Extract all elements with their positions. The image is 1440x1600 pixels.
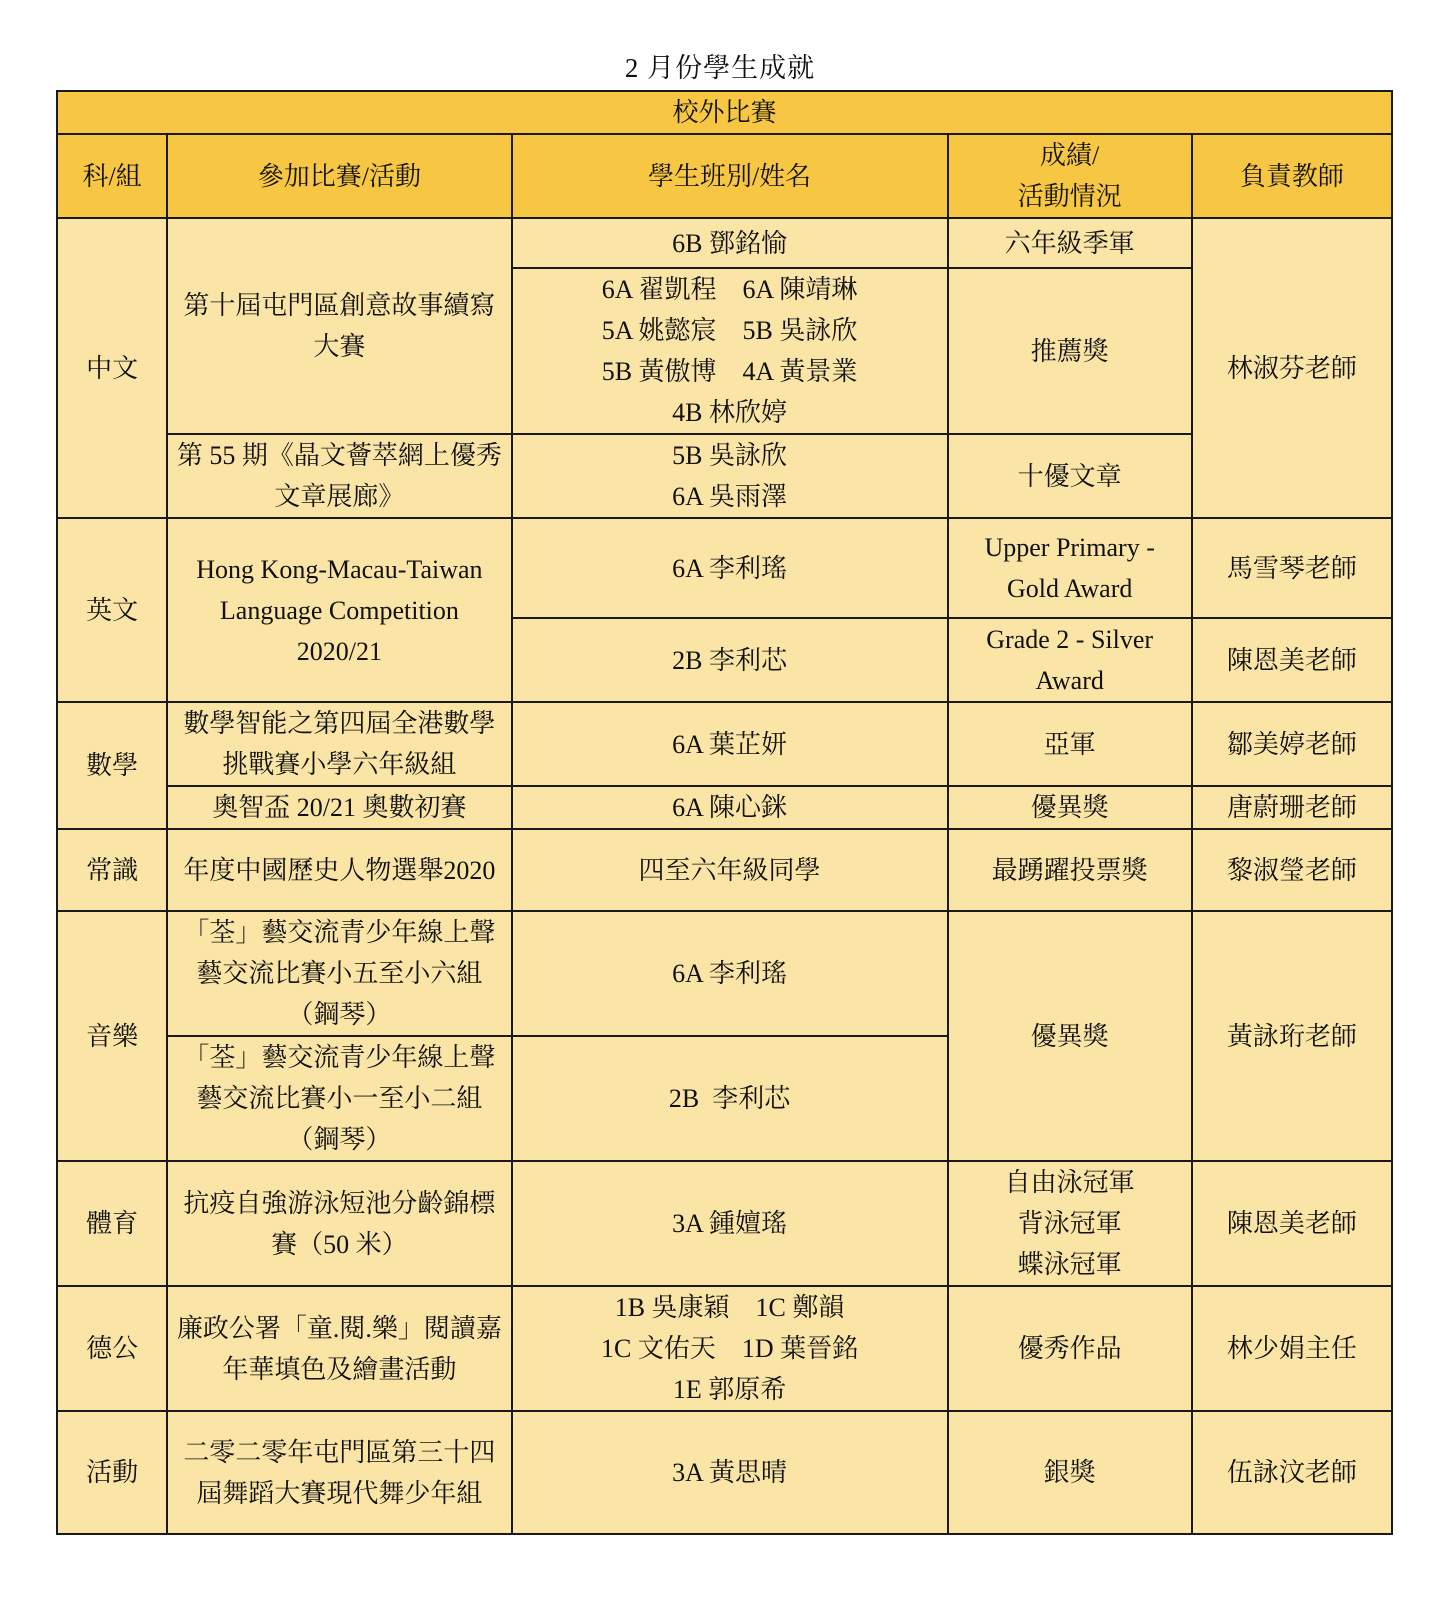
event-cell: 「荃」藝交流青少年線上聲藝交流比賽小五至小六組（鋼琴）: [167, 911, 511, 1036]
result-cell: 銀獎: [948, 1411, 1192, 1534]
result-cell: 十優文章: [948, 434, 1192, 518]
students-cell: 6A 葉芷妍: [512, 702, 948, 786]
subject-cell: 活動: [57, 1411, 167, 1534]
result-cell: Upper Primary - Gold Award: [948, 518, 1192, 618]
teacher-cell: 鄒美婷老師: [1192, 702, 1392, 786]
teacher-cell: 唐蔚珊老師: [1192, 786, 1392, 829]
header-event: 參加比賽/活動: [167, 134, 511, 218]
event-cell: 「荃」藝交流青少年線上聲藝交流比賽小一至小二組（鋼琴）: [167, 1036, 511, 1161]
achievement-table: [56, 90, 1393, 1535]
result-cell: 自由泳冠軍 背泳冠軍 蝶泳冠軍: [948, 1161, 1192, 1286]
header-result: 成績/ 活動情況: [948, 134, 1192, 218]
event-cell: 奧智盃 20/21 奧數初賽: [167, 786, 511, 829]
event-cell: 廉政公署「童.閱.樂」閱讀嘉年華填色及繪畫活動: [167, 1286, 511, 1411]
subject-cell: 數學: [57, 702, 167, 829]
result-cell: 六年級季軍: [948, 218, 1192, 268]
result-cell: 優異獎: [948, 786, 1192, 829]
event-cell: 年度中國歷史人物選舉2020: [167, 829, 511, 911]
students-cell: 6A 陳心銤: [512, 786, 948, 829]
subject-cell: 中文: [57, 218, 167, 518]
subject-cell: 常識: [57, 829, 167, 911]
event-cell: 第 55 期《晶文薈萃網上優秀文章展廊》: [167, 434, 511, 518]
event-cell: 二零二零年屯門區第三十四屆舞蹈大賽現代舞少年組: [167, 1411, 511, 1534]
subject-cell: 德公: [57, 1286, 167, 1411]
header-subject: 科/組: [57, 134, 167, 218]
students-cell: 2B 李利芯: [512, 1036, 948, 1161]
subject-cell: 音樂: [57, 911, 167, 1161]
teacher-cell: 黃詠珩老師: [1192, 911, 1392, 1161]
event-cell: 第十屆屯門區創意故事續寫大賽: [167, 218, 511, 434]
teacher-cell: 陳恩美老師: [1192, 1161, 1392, 1286]
event-cell: Hong Kong-Macau-Taiwan Language Competition 2020/21: [167, 518, 511, 702]
students-cell: 6A 翟凱程 6A 陳靖琳 5A 姚懿宸 5B 吳詠欣 5B 黃傲博 4A 黃景業 4B 林欣婷: [512, 268, 948, 434]
teacher-cell: 馬雪琴老師: [1192, 518, 1392, 618]
students-cell: 3A 黃思晴: [512, 1411, 948, 1534]
students-cell: 3A 鍾嬗瑤: [512, 1161, 948, 1286]
subject-cell: 英文: [57, 518, 167, 702]
teacher-cell: 林少娟主任: [1192, 1286, 1392, 1411]
subject-cell: 體育: [57, 1161, 167, 1286]
result-cell: 優秀作品: [948, 1286, 1192, 1411]
header-students: 學生班別/姓名: [512, 134, 948, 218]
students-cell: 6B 鄧銘愉: [512, 218, 948, 268]
students-cell: 1B 吳康穎 1C 鄭韻 1C 文佑天 1D 葉晉銘 1E 郭原希: [512, 1286, 948, 1411]
students-cell: 5B 吳詠欣 6A 吳雨澤: [512, 434, 948, 518]
event-cell: 抗疫自強游泳短池分齡錦標賽（50 米）: [167, 1161, 511, 1286]
result-cell: 優異獎: [948, 911, 1192, 1161]
teacher-cell: 黎淑瑩老師: [1192, 829, 1392, 911]
page-title: 2 月份學生成就: [624, 53, 816, 83]
result-cell: 最踴躍投票獎: [948, 829, 1192, 911]
students-cell: 四至六年級同學: [512, 829, 948, 911]
teacher-cell: 林淑芬老師: [1192, 218, 1392, 518]
result-cell: Grade 2 - Silver Award: [948, 618, 1192, 702]
table-title: 校外比賽: [57, 91, 1392, 134]
students-cell: 6A 李利瑤: [512, 911, 948, 1036]
students-cell: 6A 李利瑤: [512, 518, 948, 618]
teacher-cell: 陳恩美老師: [1192, 618, 1392, 702]
event-cell: 數學智能之第四屆全港數學挑戰賽小學六年級組: [167, 702, 511, 786]
result-cell: 亞軍: [948, 702, 1192, 786]
header-teacher: 負責教師: [1192, 134, 1392, 218]
result-cell: 推薦獎: [948, 268, 1192, 434]
students-cell: 2B 李利芯: [512, 618, 948, 702]
teacher-cell: 伍詠汶老師: [1192, 1411, 1392, 1534]
